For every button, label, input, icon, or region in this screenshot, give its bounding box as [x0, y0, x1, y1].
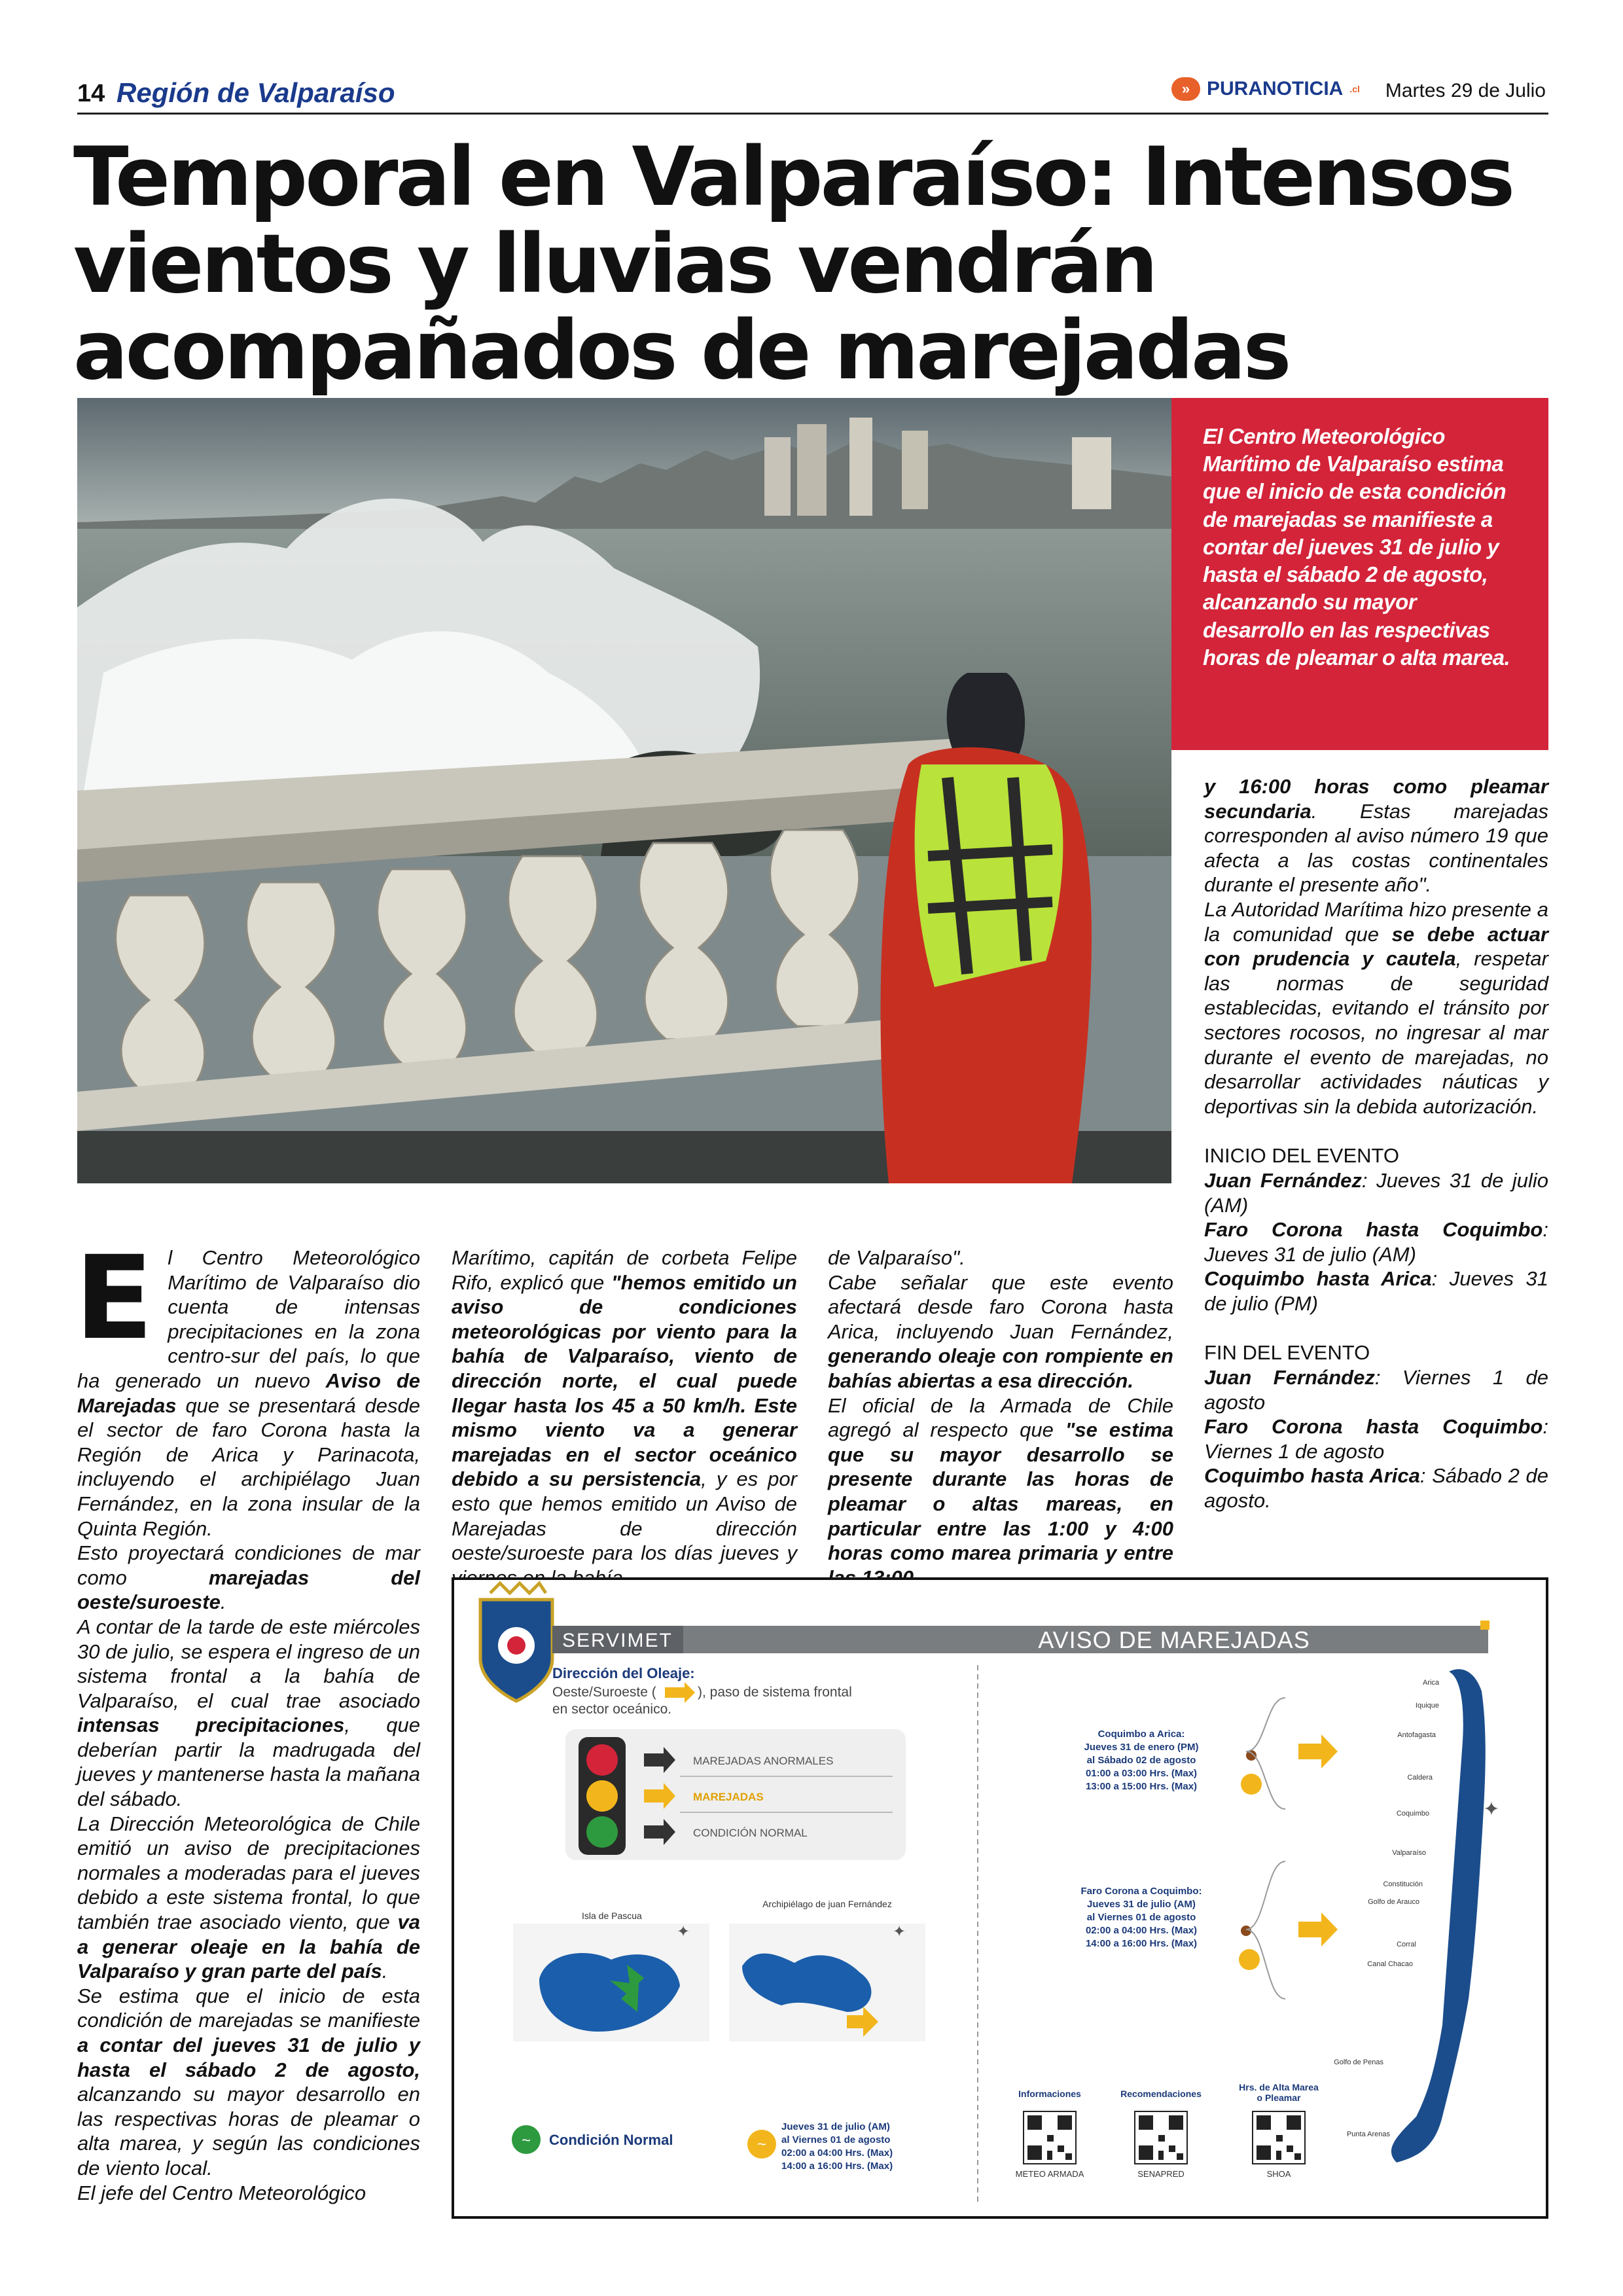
- compass-icon: ✦: [1483, 1799, 1500, 1820]
- place-label: Corral: [1397, 1941, 1416, 1948]
- page-number: 14: [77, 80, 105, 107]
- legend-abnormal: MAREJADAS ANORMALES: [693, 1755, 834, 1767]
- text-span: Se estima que el inicio de esta condición de marejadas se manifieste: [77, 1984, 420, 2032]
- bold-span: y 16:00 horas como pleamar secundaria: [1204, 775, 1548, 823]
- qr-header: Recomendaciones: [1120, 2089, 1202, 2099]
- place-label: Constitución: [1383, 1880, 1423, 1888]
- bold-span: "se estima que su mayor desarrollo se presente durante las horas de pleamar o altas mareas, en particular entre las 1:00 y 4:00 horas como marea primaria y entre: [828, 1418, 1173, 1565]
- header-divider: [77, 113, 1548, 115]
- place-label: Coquimbo: [1396, 1810, 1429, 1818]
- qr-code-icon[interactable]: [1024, 2111, 1076, 2164]
- text-span: . Estas marejadas corresponden al aviso número 19 que afecta a las costas continentales durante el presente año".: [1204, 799, 1548, 897]
- drop-cap: E: [75, 1231, 154, 1365]
- place-label: Golfo de Arauco: [1368, 1898, 1419, 1906]
- servimet-label: SERVIMET: [562, 1630, 673, 1651]
- direction-text-3: en sector oceánico.: [552, 1702, 672, 1717]
- legend-normal: CONDICIÓN NORMAL: [693, 1827, 808, 1839]
- bold-span: a contar del jueves 31 de julio y hasta el sábado 2 de agosto,: [77, 2034, 420, 2081]
- zone-label: Juan Fernández: [1204, 1168, 1362, 1192]
- place-label: Arica: [1422, 1679, 1439, 1687]
- zone-label: Coquimbo hasta Arica: [1204, 1267, 1432, 1291]
- article-column-1: [75, 1231, 420, 2205]
- compass-icon: ✦: [892, 1923, 906, 1941]
- place-label: Canal Chacao: [1367, 1960, 1413, 1968]
- brand-logo: [1171, 77, 1360, 101]
- text-span: l Centro Meteorológico Marítimo de Valparaíso dio cuenta de intensas precipitaciones en la zona centro-sur del país, lo que ha generado un nuevo: [77, 1246, 420, 1392]
- south-block-line: Faro Corona a Coquimbo:: [1080, 1886, 1202, 1897]
- text-span: de Valparaíso".: [828, 1246, 965, 1269]
- place-label: Golfo de Penas: [1334, 2058, 1383, 2066]
- north-block-line: Jueves 31 de enero (PM): [1084, 1742, 1199, 1753]
- text-span: alcanzando su mayor desarrollo en las respectivas horas de pleamar o alta marea, y según las condiciones de viento local.: [77, 2083, 420, 2179]
- text-span: Cabe señalar que este evento afectará desde faro Corona hasta Arica, incluyendo Juan Fernández,: [828, 1270, 1173, 1343]
- south-block-line: 14:00 a 16:00 Hrs. (Max): [1085, 1938, 1198, 1949]
- direction-text-1: Oeste/Suroeste (: [552, 1685, 656, 1700]
- wave-icon: [1239, 1949, 1260, 1970]
- text-span: La Autoridad Marítima hizo presente a la comunidad que: [1204, 897, 1548, 946]
- qr-label: SENAPRED: [1137, 2169, 1185, 2179]
- text-span: , que deberían partir la madrugada del jueves y mantenerse hasta la mañana del sábado.: [77, 1713, 420, 1811]
- south-block-line: al Viernes 01 de agosto: [1086, 1912, 1196, 1923]
- zone-value: : Sábado 2 de agosto.: [1204, 1464, 1548, 1513]
- jf-time-line: al Viernes 01 de agosto: [781, 2134, 891, 2145]
- text-span: Esto proyectará condiciones de mar como: [77, 1541, 420, 1589]
- svg-text:~: ~: [757, 2136, 767, 2153]
- south-block-line: Jueves 31 de julio (AM): [1087, 1899, 1196, 1910]
- place-label: Antofagasta: [1397, 1731, 1436, 1739]
- zone-label: Faro Corona hasta Coquimbo: [1204, 1218, 1543, 1242]
- bold-span: generando oleaje con rompiente en bahías abiertas a esa dirección.: [828, 1344, 1173, 1392]
- north-block-line: 01:00 a 03:00 Hrs. (Max): [1085, 1768, 1198, 1779]
- place-label: Caldera: [1407, 1774, 1433, 1782]
- place-label: Valparaíso: [1392, 1849, 1426, 1857]
- north-block-line: 13:00 a 15:00 Hrs. (Max): [1085, 1781, 1198, 1792]
- bold-span: se debe actuar con prudencia y cautela: [1204, 922, 1548, 971]
- brand-name: PURANOTICIA: [1207, 78, 1344, 99]
- direction-title: Dirección del Oleaje:: [552, 1665, 695, 1681]
- qr-header: o Pleamar: [1257, 2092, 1301, 2103]
- jf-time-line: 14:00 a 16:00 Hrs. (Max): [781, 2161, 893, 2172]
- event-end-title: FIN DEL EVENTO: [1204, 1341, 1370, 1365]
- article-column-3: [828, 1246, 1173, 1590]
- island-jf-label: Archipiélago de juan Fernández: [762, 1899, 892, 1909]
- bold-span: "hemos emitido un aviso de condiciones meteorológicas por viento para la bahía de Valparaíso, viento de dirección norte, el cual puede llegar hasta los 45 a 50 km/h. Este mismo viento va a generar marejadas en el sector oceánico debido a su persistencia: [452, 1270, 797, 1491]
- zone-value: : Viernes 1 de agosto: [1204, 1415, 1548, 1463]
- text-span: El oficial de la Armada de Chile agregó al respecto que: [828, 1393, 1173, 1442]
- event-start-title: INICIO DEL EVENTO: [1204, 1144, 1400, 1168]
- chile-map: [1391, 1669, 1486, 2162]
- article-column-2: [452, 1246, 797, 1590]
- north-block-line: Coquimbo a Arica:: [1097, 1729, 1185, 1740]
- direction-text-2: ), paso de sistema frontal: [698, 1685, 852, 1700]
- zone-value: : Jueves 31 de julio (AM): [1204, 1218, 1548, 1266]
- north-block-line: al Sábado 02 de agosto: [1086, 1755, 1196, 1766]
- storm-photo: [77, 398, 1171, 1183]
- zone-label: Faro Corona hasta Coquimbo: [1204, 1415, 1543, 1439]
- text-span: que se presentará desde el sector de faro Corona hasta la Región de Arica y Parinacota, incluyendo el archipiélago Juan Fernández, en la zona insular de la Quinta Región.: [77, 1393, 420, 1540]
- zone-value: : Jueves 31 de julio (PM): [1204, 1267, 1548, 1315]
- legend-marejadas: MAREJADAS: [693, 1791, 764, 1803]
- jf-time-line: 02:00 a 04:00 Hrs. (Max): [781, 2147, 893, 2159]
- article-column-4: [1204, 774, 1548, 1513]
- qr-code-icon[interactable]: [1135, 2111, 1187, 2164]
- section-title: Región de Valparaíso: [116, 77, 395, 108]
- place-label: Iquique: [1415, 1702, 1439, 1710]
- qr-code-icon[interactable]: [1253, 2111, 1305, 2164]
- bold-span: Aviso de Marejadas: [77, 1369, 420, 1417]
- qr-header: Informaciones: [1018, 2089, 1081, 2099]
- marejadas-infographic: [452, 1577, 1548, 2219]
- text-span: El jefe del Centro Meteorológico: [77, 2181, 366, 2204]
- text-span: , respetar las normas de seguridad establecidas, evitando el tránsito por sectores rocosos, no ingresar al mar durante el evento de marejadas, no desarrollar actividades náuticas y deportivas sin la debida autorización.: [1204, 947, 1548, 1118]
- qr-label: SHOA: [1266, 2169, 1291, 2179]
- brand-mark-icon: »: [1171, 77, 1200, 101]
- issue-date: Martes 29 de Julio: [1385, 80, 1546, 101]
- text-span: La Dirección Meteorológica de Chile emitió un aviso de precipitaciones normales a moderadas para el jueves debido a este sistema frontal, lo que también trae asociado viento, que: [77, 1812, 420, 1934]
- bold-span: marejadas del oeste/suroeste: [77, 1566, 420, 1614]
- place-label: Punta Arenas: [1346, 2130, 1390, 2138]
- navy-crest-icon: [480, 1583, 552, 1701]
- callout-box: El Centro Meteorológico Marítimo de Valparaíso estima que el inicio de esta condición de marejadas se manifieste a contar del jueves 31 de julio y hasta el sábado 2 de agosto, alcanzando su mayor desarrollo en las respectivas horas de pleamar o alta marea.: [1171, 398, 1548, 750]
- brand-suffix: .cl: [1349, 84, 1360, 94]
- zone-label: Coquimbo hasta Arica: [1204, 1464, 1420, 1488]
- island-pascua-label: Isla de Pascua: [582, 1910, 642, 1921]
- zone-label: Juan Fernández: [1204, 1366, 1375, 1390]
- headline: Temporal en Valparaíso: Intensos vientos y lluvias vendrán acompañados de marejadas: [73, 130, 1513, 399]
- infographic-title: AVISO DE MAREJADAS: [1038, 1626, 1310, 1653]
- text-span: .: [220, 1590, 226, 1614]
- normal-condition-label: Condición Normal: [549, 2132, 673, 2148]
- wave-icon: [1241, 1774, 1262, 1795]
- bold-span: intensas precipitaciones: [77, 1713, 345, 1737]
- jf-time-line: Jueves 31 de julio (AM): [781, 2121, 890, 2132]
- compass-icon: ✦: [676, 1923, 690, 1941]
- zone-value: : Viernes 1 de agosto: [1204, 1366, 1548, 1414]
- south-block-line: 02:00 a 04:00 Hrs. (Max): [1085, 1925, 1198, 1936]
- text-span: .: [382, 1960, 388, 1983]
- qr-label: METEO ARMADA: [1015, 2169, 1084, 2179]
- svg-text:~: ~: [521, 2132, 531, 2149]
- marejada-arrow-icon: [1298, 1912, 1338, 1946]
- marejada-arrow-icon: [1298, 1734, 1338, 1768]
- zone-value: : Jueves 31 de julio (AM): [1204, 1168, 1548, 1217]
- text-span: A contar de la tarde de este miércoles 30 de julio, se espera el ingreso de un sistema frontal a la bahía de Valparaíso, el cual trae asociado: [77, 1615, 420, 1712]
- swell-arrow-icon: [665, 1682, 695, 1703]
- text-span: Marítimo, capitán de corbeta Felipe Rifo, explicó que: [452, 1246, 797, 1294]
- text-span: , y es por esto que hemos emitido un Aviso de Marejadas de dirección oeste/suroeste para los días jueves y: [452, 1467, 797, 1565]
- bold-span: va a generar oleaje en la bahía de Valparaíso y gran parte del país: [77, 1910, 420, 1983]
- qr-header: Hrs. de Alta Marea: [1239, 2082, 1319, 2092]
